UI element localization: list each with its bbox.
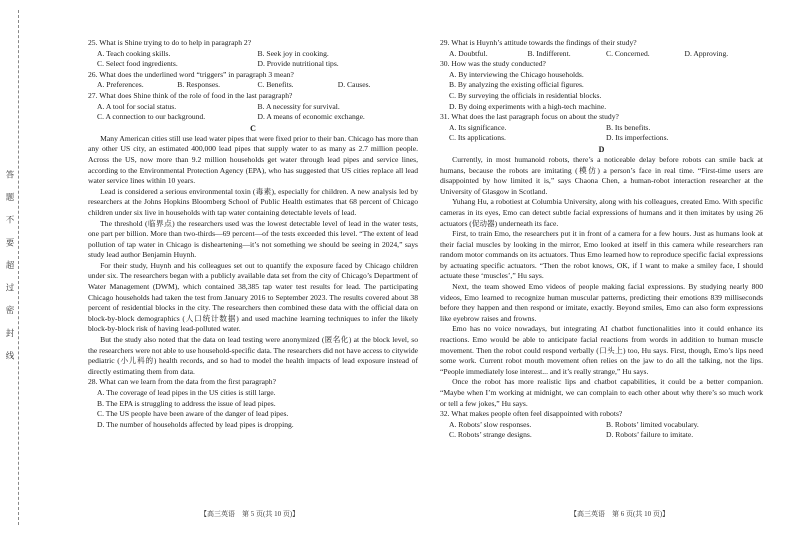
- option: B. A necessity for survival.: [257, 101, 340, 111]
- question-32: 32. What makes people often feel disappointed with robots?: [440, 409, 623, 419]
- question-28: 28. What can we learn from the data from the first paragraph?: [88, 377, 276, 387]
- seal-line: [18, 10, 19, 525]
- option: D. By doing experiments with a high-tech machine.: [449, 101, 607, 111]
- option: C. Select food ingredients.: [97, 59, 178, 69]
- passage-paragraph: The threshold (临界点) the researchers used was the lowest detectable level of lead in the water tests, one part per billion. More than two-thirds—69 percent—of the tests exceeded this level. “The extent of lead pollution of tap water in Chicago is disheartening—it’s not something we should be seeing in 2024,” says study lead author Benjamin Huynh.: [88, 218, 418, 260]
- question-31: 31. What does the last paragraph focus on about the study?: [440, 112, 619, 122]
- passage-paragraph: First, to train Emo, the researchers put it in front of a camera for a few hours. Just as humans look at their facial muscles by looking in the mirror, Emo looked at itself in this camera while researchers ran random motor commands on its actuators. Thus Emo learned how to reproduce specific facial expressions by actuating specific actuators. “Then the robot knows, OK, if I want to make a smiley face, I should actuate these ‘muscles’,” Hu says.: [440, 229, 763, 281]
- option: B. Its benefits.: [606, 122, 651, 132]
- option: A. A tool for social status.: [97, 101, 177, 111]
- option: C. A connection to our background.: [97, 112, 206, 122]
- question-31-options: [440, 123, 763, 144]
- passage-paragraph: For their study, Huynh and his colleagues set out to quantify the exposure faced by Chicago children under six. The researchers began with a publicly available data set from the city of Chicago’s Department of Water Management (DWM), which contained 38,385 tap water test results for lead. The participating Chicago households had taken the test from January 2016 to September 2023. The results covered about 38 percent of residential blocks in the city. The researchers then combined these data with the official data on block-by-block demographics (人口统计数据) and used machine learning techniques to infer the likely block-by-block risk of having lead-polluted water.: [88, 260, 418, 334]
- page-footer-left: 【高三英语 第 5 页(共 10 页)】: [200, 510, 300, 518]
- option: A. Its significance.: [449, 122, 507, 132]
- option: A. Robots’ slow responses.: [449, 419, 532, 429]
- question-27-options: [88, 102, 418, 123]
- option: A. The coverage of lead pipes in the US cities is still large.: [97, 388, 276, 397]
- question-27: 27. What does Shine think of the role of food in the last paragraph?: [88, 90, 293, 100]
- option: D. Causes.: [337, 80, 371, 90]
- section-heading-d: D: [598, 144, 605, 154]
- option: C. Benefits.: [257, 80, 294, 90]
- option: C. Concerned.: [606, 48, 650, 58]
- option: B. By analyzing the existing official figures.: [449, 80, 584, 90]
- passage-paragraph: Currently, in most humanoid robots, there’s a noticeable delay before robots can smile back at humans, because the robots are imitating (模仿) a person’s face in real time. “First-time users are disappointed by how limited it is,” says Chaona Chen, a human-robot interaction researcher at the University of Glasgow in Scotland.: [440, 154, 763, 196]
- question-26-options: [88, 80, 418, 91]
- question-28-options: [88, 388, 418, 430]
- passage-paragraph: Once the robot has more realistic lips and chatbot capabilities, it could be a better companion. “Maybe when I’m working at midnight, we can complain to each other about why there’s so much work or tell a few jokes,” Hu says.: [440, 377, 763, 408]
- option: C. Its applications.: [449, 133, 506, 143]
- passage-paragraph: Many American cities still use lead water pipes that were fixed prior to their ban. Chicago has more than any other US city, an estimated 400,000 lead pipes that supply water to as many as 2.7 million people. Across the US, now more than 9.2 million households get water through lead pipes and service lines, according to the Environmental Protection Agency (EPA), who has suggested that US cities replace all lead water service lines within 10 years.: [88, 133, 418, 186]
- option: B. Indifferent.: [527, 48, 571, 58]
- question-25: 25. What is Shine trying to do to help in paragraph 2?: [88, 38, 252, 47]
- binding-notice: 答 题 不 要 超 过 密 封 线: [5, 170, 15, 366]
- question-29: 29. What is Huynh’s attitude towards the findings of their study?: [440, 38, 637, 47]
- option: B. The EPA is struggling to address the issue of lead pipes.: [97, 398, 276, 408]
- question-32-options: [440, 420, 763, 441]
- passage-paragraph: Yuhang Hu, a robotiest at Columbia University, along with his colleagues, created Emo. With specific cameras in its eyes, Emo can detect subtle facial expressions of humans and it then imitates by using 26 actuators (促动器) underneath its face.: [440, 197, 763, 228]
- option: A. By interviewing the Chicago households.: [449, 69, 584, 79]
- option: C. By surveying the officials in residential blocks.: [449, 90, 602, 100]
- passage-paragraph: Lead is considered a serious environmental toxin (毒素), especially for children. A new analysis led by researchers at the Johns Hopkins Bloomberg School of Public Health estimates that 68 percent of Chicago children under six live in households with tap water containing detectable levels of lead.: [88, 186, 418, 217]
- option: B. Seek joy in cooking.: [257, 48, 329, 58]
- option: D. A means of economic exchange.: [257, 112, 365, 122]
- option: B. Responses.: [177, 80, 221, 90]
- option: D. Robots’ failure to imitate.: [606, 430, 694, 440]
- question-30-options: [440, 70, 763, 112]
- option: C. Robots’ strange designs.: [449, 430, 532, 440]
- question-26: 26. What does the underlined word “triggers” in paragraph 3 mean?: [88, 69, 294, 79]
- section-heading-c: C: [250, 123, 256, 133]
- right-column: [440, 38, 763, 441]
- page-footer-right: 【高三英语 第 6 页(共 10 页)】: [570, 510, 670, 518]
- option: D. Approving.: [684, 48, 729, 58]
- passage-paragraph: But the study also noted that the data on lead testing were anonymized (匿名化) at the block level, so the researchers were not able to use household-specific data. The researchers did not have access to citywide pediatric (小儿科的) health records, and so had to model the health impacts of lead exposure instead of directly estimating them from data.: [88, 335, 418, 376]
- passage-paragraph: Next, the team showed Emo videos of people making facial expressions. By studying nearly 800 videos, Emo learned to recognize human muscular patterns, predicting their emotions 839 milliseconds before they happen and then respond or imitate, exactly. Beyond smiles, Emo can also form expressions like eyebrow raises and frowns.: [440, 282, 763, 323]
- option: C. The US people have been aware of the danger of lead pipes.: [97, 409, 289, 419]
- left-column: [88, 38, 418, 430]
- question-25-options: [88, 49, 418, 70]
- question-29-options: [440, 49, 763, 60]
- binding-strip: [0, 0, 30, 534]
- passage-paragraph: Emo has no voice nowadays, but integrating AI chatbot functionalities into it could enhance its reactions. Emo would be able to anticipate facial reactions from words in addition to human muscle movement. Then the robot could respond verbally (口头上) too, Hu says. First, though, Emo’s lips need some work. Current robot mouth movement often relies on the jaw to do all the talking, not the lips. “People immediately lose interest... and it’s really strange,” Hu says.: [440, 324, 763, 376]
- option: A. Teach cooking skills.: [97, 48, 171, 58]
- option: A. Doubtful.: [449, 48, 488, 58]
- option: D. Provide nutritional tips.: [257, 59, 339, 69]
- option: A. Preferences.: [97, 80, 144, 90]
- option: B. Robots’ limited vocabulary.: [606, 419, 699, 429]
- option: D. The number of households affected by lead pipes is dropping.: [97, 419, 294, 429]
- option: D. Its imperfections.: [606, 133, 669, 143]
- question-30: 30. How was the study conducted?: [440, 59, 546, 69]
